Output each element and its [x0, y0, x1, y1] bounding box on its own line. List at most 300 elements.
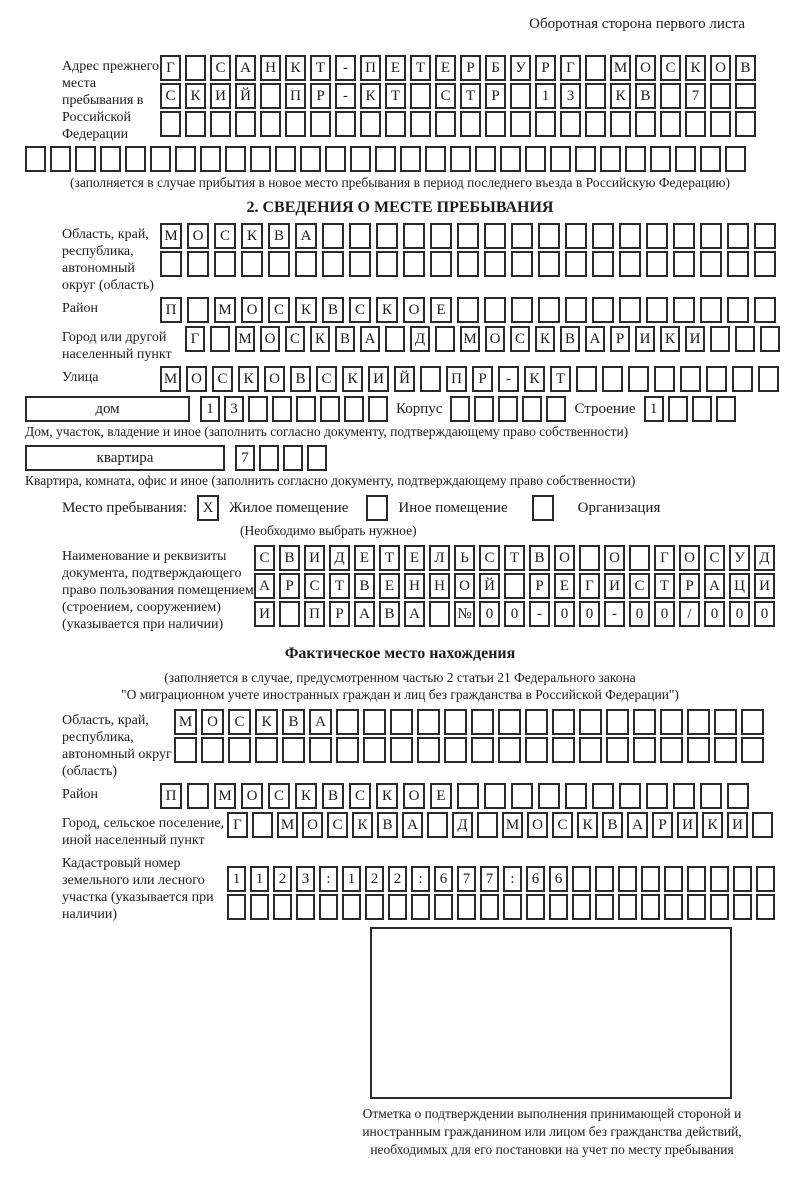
char-box[interactable]: И — [635, 326, 655, 352]
char-box[interactable] — [425, 146, 446, 172]
char-box[interactable]: Г — [579, 573, 600, 599]
char-box[interactable]: С — [510, 326, 530, 352]
char-box[interactable]: А — [360, 326, 380, 352]
char-box[interactable] — [187, 297, 209, 323]
char-box[interactable] — [714, 709, 737, 735]
char-box[interactable] — [201, 737, 224, 763]
char-box[interactable] — [250, 894, 269, 920]
char-box[interactable]: - — [529, 601, 550, 627]
char-box[interactable] — [430, 251, 452, 277]
char-box[interactable] — [565, 223, 587, 249]
char-box[interactable]: К — [342, 366, 363, 392]
char-box[interactable] — [756, 894, 775, 920]
char-box[interactable] — [460, 111, 481, 137]
char-box[interactable] — [420, 366, 441, 392]
char-box[interactable] — [50, 146, 71, 172]
char-box[interactable]: У — [729, 545, 750, 571]
char-box[interactable] — [319, 894, 338, 920]
char-box[interactable]: А — [585, 326, 605, 352]
char-box[interactable] — [500, 146, 521, 172]
char-box[interactable] — [342, 894, 361, 920]
char-box[interactable] — [336, 737, 359, 763]
char-box[interactable]: О — [554, 545, 575, 571]
char-box[interactable] — [400, 146, 421, 172]
char-box[interactable]: М — [214, 297, 236, 323]
char-box[interactable]: А — [704, 573, 725, 599]
char-box[interactable]: - — [335, 83, 356, 109]
char-box[interactable]: И — [304, 545, 325, 571]
char-box[interactable]: В — [529, 545, 550, 571]
char-box[interactable]: О — [241, 783, 263, 809]
char-box[interactable] — [538, 223, 560, 249]
char-box[interactable]: С — [479, 545, 500, 571]
char-box[interactable] — [641, 866, 660, 892]
char-box[interactable] — [633, 709, 656, 735]
char-box[interactable] — [646, 783, 668, 809]
char-box[interactable]: 1 — [644, 396, 664, 422]
char-box[interactable] — [100, 146, 121, 172]
char-box[interactable] — [200, 146, 221, 172]
char-box[interactable] — [633, 737, 656, 763]
char-box[interactable] — [296, 894, 315, 920]
char-box[interactable] — [756, 866, 775, 892]
char-box[interactable] — [300, 146, 321, 172]
char-box[interactable] — [560, 111, 581, 137]
char-box[interactable]: Д — [754, 545, 775, 571]
char-box[interactable] — [235, 111, 256, 137]
char-box[interactable] — [687, 866, 706, 892]
char-box[interactable] — [349, 251, 371, 277]
char-box[interactable]: В — [635, 83, 656, 109]
char-box[interactable]: П — [160, 783, 182, 809]
char-box[interactable] — [538, 251, 560, 277]
char-box[interactable]: М — [160, 223, 182, 249]
char-box[interactable]: 7 — [457, 866, 476, 892]
char-box[interactable]: С — [214, 223, 236, 249]
char-box[interactable]: П — [285, 83, 306, 109]
char-box[interactable]: Г — [227, 812, 248, 838]
char-box[interactable] — [403, 251, 425, 277]
char-box[interactable]: К — [660, 326, 680, 352]
char-box[interactable] — [417, 737, 440, 763]
char-box[interactable] — [510, 111, 531, 137]
char-box[interactable] — [307, 445, 327, 471]
char-box[interactable]: Е — [379, 573, 400, 599]
char-box[interactable] — [526, 894, 545, 920]
char-box[interactable] — [175, 146, 196, 172]
char-box[interactable]: О — [260, 326, 280, 352]
char-box[interactable] — [602, 366, 623, 392]
char-box[interactable] — [585, 83, 606, 109]
char-box[interactable]: 3 — [560, 83, 581, 109]
char-box[interactable]: И — [685, 326, 705, 352]
char-box[interactable]: С — [268, 297, 290, 323]
char-box[interactable]: О — [403, 783, 425, 809]
char-box[interactable] — [349, 223, 371, 249]
char-box[interactable] — [385, 111, 406, 137]
char-box[interactable] — [498, 737, 521, 763]
char-box[interactable] — [741, 737, 764, 763]
char-box[interactable] — [457, 297, 479, 323]
char-box[interactable] — [700, 146, 721, 172]
char-box[interactable] — [668, 396, 688, 422]
char-box[interactable]: : — [503, 866, 522, 892]
char-box[interactable] — [752, 812, 773, 838]
char-box[interactable] — [572, 866, 591, 892]
char-box[interactable] — [592, 251, 614, 277]
char-box[interactable]: 2 — [273, 866, 292, 892]
char-box[interactable]: С — [285, 326, 305, 352]
char-box[interactable]: К — [376, 297, 398, 323]
char-box[interactable] — [710, 894, 729, 920]
char-box[interactable] — [619, 223, 641, 249]
char-box[interactable] — [471, 737, 494, 763]
char-box[interactable]: К — [524, 366, 545, 392]
char-box[interactable] — [565, 297, 587, 323]
char-box[interactable]: С — [349, 297, 371, 323]
char-box[interactable] — [635, 111, 656, 137]
char-box[interactable] — [344, 396, 364, 422]
char-box[interactable]: К — [376, 783, 398, 809]
char-box[interactable]: О — [604, 545, 625, 571]
char-box[interactable] — [535, 111, 556, 137]
char-box[interactable]: Д — [329, 545, 350, 571]
char-box[interactable]: В — [322, 783, 344, 809]
char-box[interactable]: Ц — [729, 573, 750, 599]
char-box[interactable] — [733, 866, 752, 892]
char-box[interactable] — [160, 251, 182, 277]
char-box[interactable] — [480, 894, 499, 920]
char-box[interactable]: : — [319, 866, 338, 892]
char-box[interactable]: В — [379, 601, 400, 627]
char-box[interactable] — [309, 737, 332, 763]
char-box[interactable]: - — [335, 55, 356, 81]
char-box[interactable] — [575, 146, 596, 172]
char-box[interactable]: К — [685, 55, 706, 81]
char-box[interactable]: И — [754, 573, 775, 599]
char-box[interactable]: 3 — [296, 866, 315, 892]
char-box[interactable] — [619, 783, 641, 809]
char-box[interactable]: И — [254, 601, 275, 627]
char-box[interactable] — [150, 146, 171, 172]
char-box[interactable]: Г — [185, 326, 205, 352]
char-box[interactable] — [727, 297, 749, 323]
char-box[interactable] — [484, 783, 506, 809]
char-box[interactable]: Н — [260, 55, 281, 81]
char-box[interactable] — [735, 83, 756, 109]
char-box[interactable]: Г — [560, 55, 581, 81]
char-box[interactable] — [185, 111, 206, 137]
char-box[interactable]: Р — [529, 573, 550, 599]
char-box[interactable] — [550, 146, 571, 172]
char-box[interactable]: Р — [610, 326, 630, 352]
char-box[interactable] — [429, 601, 450, 627]
char-box[interactable] — [376, 251, 398, 277]
char-box[interactable] — [390, 737, 413, 763]
char-box[interactable]: Е — [435, 55, 456, 81]
char-box[interactable] — [25, 146, 46, 172]
char-box[interactable] — [475, 146, 496, 172]
char-box[interactable] — [484, 251, 506, 277]
char-box[interactable]: И — [677, 812, 698, 838]
char-box[interactable]: 7 — [480, 866, 499, 892]
char-box[interactable] — [214, 251, 236, 277]
char-box[interactable]: 0 — [554, 601, 575, 627]
char-box[interactable]: Й — [235, 83, 256, 109]
char-box[interactable] — [538, 297, 560, 323]
char-box[interactable] — [565, 251, 587, 277]
char-box[interactable]: О — [302, 812, 323, 838]
char-box[interactable]: М — [160, 366, 181, 392]
char-box[interactable] — [618, 894, 637, 920]
char-box[interactable]: Н — [404, 573, 425, 599]
char-box[interactable]: 7 — [235, 445, 255, 471]
char-box[interactable] — [390, 709, 413, 735]
char-box[interactable] — [727, 223, 749, 249]
checkbox-other-premises[interactable] — [366, 495, 388, 521]
char-box[interactable]: Ь — [454, 545, 475, 571]
char-box[interactable] — [363, 709, 386, 735]
char-box[interactable] — [660, 709, 683, 735]
char-box[interactable]: 7 — [685, 83, 706, 109]
char-box[interactable] — [187, 783, 209, 809]
char-box[interactable] — [610, 111, 631, 137]
char-box[interactable]: О — [187, 223, 209, 249]
char-box[interactable]: 0 — [654, 601, 675, 627]
char-box[interactable] — [646, 251, 668, 277]
char-box[interactable] — [660, 83, 681, 109]
char-box[interactable]: Й — [394, 366, 415, 392]
char-box[interactable] — [754, 297, 776, 323]
char-box[interactable]: Р — [310, 83, 331, 109]
char-box[interactable] — [368, 396, 388, 422]
char-box[interactable]: С — [304, 573, 325, 599]
char-box[interactable] — [350, 146, 371, 172]
char-box[interactable] — [187, 251, 209, 277]
char-box[interactable] — [410, 83, 431, 109]
char-box[interactable]: К — [535, 326, 555, 352]
char-box[interactable] — [511, 223, 533, 249]
char-box[interactable] — [376, 223, 398, 249]
char-box[interactable]: В — [279, 545, 300, 571]
char-box[interactable] — [660, 737, 683, 763]
char-box[interactable]: Т — [504, 545, 525, 571]
char-box[interactable] — [282, 737, 305, 763]
char-box[interactable] — [210, 326, 230, 352]
char-box[interactable] — [450, 146, 471, 172]
char-box[interactable] — [733, 894, 752, 920]
char-box[interactable] — [675, 146, 696, 172]
char-box[interactable] — [410, 111, 431, 137]
char-box[interactable]: 0 — [629, 601, 650, 627]
char-box[interactable]: П — [446, 366, 467, 392]
char-box[interactable]: О — [264, 366, 285, 392]
char-box[interactable]: С — [268, 783, 290, 809]
char-box[interactable] — [525, 737, 548, 763]
char-box[interactable] — [585, 111, 606, 137]
char-box[interactable] — [546, 396, 566, 422]
char-box[interactable] — [360, 111, 381, 137]
char-box[interactable] — [484, 223, 506, 249]
char-box[interactable]: И — [368, 366, 389, 392]
char-box[interactable]: С — [552, 812, 573, 838]
char-box[interactable]: А — [404, 601, 425, 627]
char-box[interactable]: Г — [160, 55, 181, 81]
checkbox-residential[interactable]: X — [197, 495, 219, 521]
char-box[interactable] — [75, 146, 96, 172]
char-box[interactable] — [430, 223, 452, 249]
char-box[interactable]: В — [735, 55, 756, 81]
char-box[interactable]: В — [282, 709, 305, 735]
char-box[interactable]: А — [627, 812, 648, 838]
char-box[interactable] — [185, 55, 206, 81]
char-box[interactable]: М — [460, 326, 480, 352]
char-box[interactable] — [322, 223, 344, 249]
char-box[interactable] — [735, 111, 756, 137]
char-box[interactable]: К — [295, 783, 317, 809]
char-box[interactable] — [511, 297, 533, 323]
char-box[interactable]: М — [610, 55, 631, 81]
char-box[interactable]: 1 — [250, 866, 269, 892]
char-box[interactable] — [700, 297, 722, 323]
char-box[interactable]: В — [290, 366, 311, 392]
char-box[interactable]: 0 — [729, 601, 750, 627]
char-box[interactable] — [511, 783, 533, 809]
char-box[interactable] — [758, 366, 779, 392]
char-box[interactable] — [692, 396, 712, 422]
char-box[interactable]: О — [679, 545, 700, 571]
char-box[interactable] — [457, 894, 476, 920]
char-box[interactable] — [227, 894, 246, 920]
char-box[interactable]: С — [327, 812, 348, 838]
char-box[interactable]: С — [660, 55, 681, 81]
char-box[interactable] — [687, 709, 710, 735]
char-box[interactable]: В — [354, 573, 375, 599]
char-box[interactable] — [268, 251, 290, 277]
char-box[interactable]: М — [214, 783, 236, 809]
char-box[interactable]: С — [704, 545, 725, 571]
char-box[interactable] — [760, 326, 780, 352]
char-box[interactable]: В — [335, 326, 355, 352]
char-box[interactable] — [572, 894, 591, 920]
char-box[interactable] — [322, 251, 344, 277]
char-box[interactable] — [417, 709, 440, 735]
char-box[interactable] — [525, 146, 546, 172]
char-box[interactable] — [174, 737, 197, 763]
char-box[interactable] — [444, 737, 467, 763]
char-box[interactable]: Е — [430, 783, 452, 809]
char-box[interactable]: А — [402, 812, 423, 838]
char-box[interactable]: И — [727, 812, 748, 838]
char-box[interactable]: О — [186, 366, 207, 392]
char-box[interactable] — [457, 251, 479, 277]
char-box[interactable] — [255, 737, 278, 763]
char-box[interactable] — [503, 894, 522, 920]
char-box[interactable]: П — [360, 55, 381, 81]
char-box[interactable]: Е — [430, 297, 452, 323]
char-box[interactable]: Й — [479, 573, 500, 599]
char-box[interactable]: О — [403, 297, 425, 323]
char-box[interactable] — [680, 366, 701, 392]
char-box[interactable] — [444, 709, 467, 735]
char-box[interactable]: С — [210, 55, 231, 81]
char-box[interactable]: 1 — [342, 866, 361, 892]
char-box[interactable]: К — [310, 326, 330, 352]
char-box[interactable] — [664, 894, 683, 920]
char-box[interactable]: 0 — [479, 601, 500, 627]
char-box[interactable] — [272, 396, 292, 422]
char-box[interactable]: К — [241, 223, 263, 249]
char-box[interactable]: М — [277, 812, 298, 838]
char-box[interactable] — [732, 366, 753, 392]
char-box[interactable] — [673, 783, 695, 809]
char-box[interactable] — [434, 894, 453, 920]
char-box[interactable]: Т — [410, 55, 431, 81]
char-box[interactable] — [375, 146, 396, 172]
char-box[interactable] — [160, 111, 181, 137]
char-box[interactable] — [210, 111, 231, 137]
char-box[interactable]: С — [254, 545, 275, 571]
char-box[interactable]: 0 — [504, 601, 525, 627]
char-box[interactable] — [457, 223, 479, 249]
char-box[interactable]: Т — [385, 83, 406, 109]
char-box[interactable] — [710, 111, 731, 137]
char-box[interactable]: К — [360, 83, 381, 109]
char-box[interactable] — [335, 111, 356, 137]
char-box[interactable]: Р — [652, 812, 673, 838]
char-box[interactable] — [579, 545, 600, 571]
char-box[interactable] — [727, 251, 749, 277]
char-box[interactable] — [259, 445, 279, 471]
char-box[interactable] — [700, 223, 722, 249]
char-box[interactable]: П — [304, 601, 325, 627]
char-box[interactable]: Т — [654, 573, 675, 599]
char-box[interactable] — [510, 83, 531, 109]
char-box[interactable] — [411, 894, 430, 920]
char-box[interactable] — [710, 83, 731, 109]
char-box[interactable] — [363, 737, 386, 763]
char-box[interactable] — [125, 146, 146, 172]
char-box[interactable]: О — [635, 55, 656, 81]
char-box[interactable]: Г — [654, 545, 675, 571]
char-box[interactable] — [600, 146, 621, 172]
char-box[interactable]: Т — [329, 573, 350, 599]
char-box[interactable]: В — [322, 297, 344, 323]
char-box[interactable]: А — [295, 223, 317, 249]
char-box[interactable] — [716, 396, 736, 422]
char-box[interactable]: О — [527, 812, 548, 838]
char-box[interactable] — [618, 866, 637, 892]
char-box[interactable]: Н — [429, 573, 450, 599]
char-box[interactable]: 0 — [704, 601, 725, 627]
char-box[interactable] — [710, 326, 730, 352]
checkbox-organization[interactable] — [532, 495, 554, 521]
char-box[interactable] — [660, 111, 681, 137]
char-box[interactable]: К — [610, 83, 631, 109]
char-box[interactable] — [471, 709, 494, 735]
char-box[interactable]: - — [498, 366, 519, 392]
char-box[interactable]: Д — [452, 812, 473, 838]
char-box[interactable] — [606, 709, 629, 735]
char-box[interactable]: М — [502, 812, 523, 838]
char-box[interactable] — [228, 737, 251, 763]
char-box[interactable]: 6 — [549, 866, 568, 892]
char-box[interactable]: 6 — [526, 866, 545, 892]
char-box[interactable] — [457, 783, 479, 809]
char-box[interactable] — [606, 737, 629, 763]
char-box[interactable] — [365, 894, 384, 920]
char-box[interactable]: Р — [329, 601, 350, 627]
